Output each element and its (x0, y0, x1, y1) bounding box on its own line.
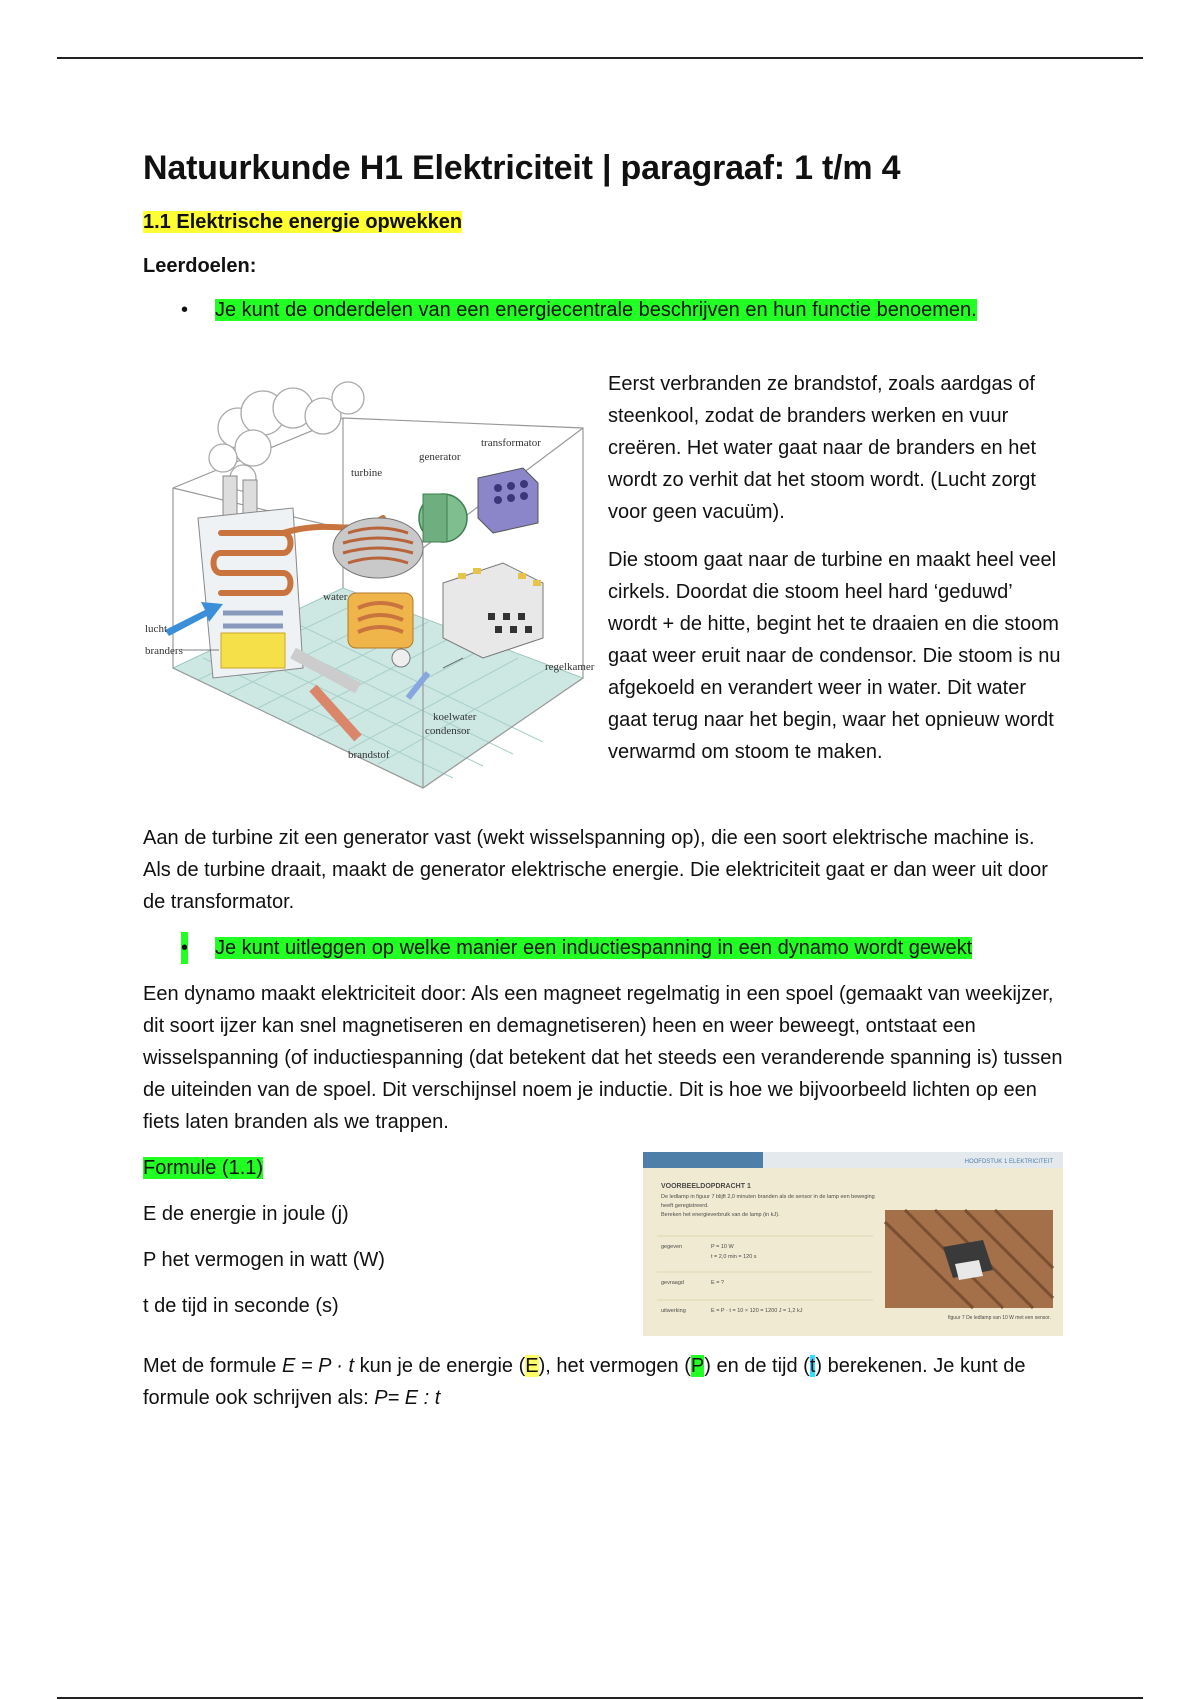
formula-sentence-part-5: ) berekenen. Je kunt de formule ook schrijven als: (143, 1355, 1026, 1409)
example-caption: figuur 7 De ledlamp van 10 W met een sensor. (948, 1315, 1051, 1321)
example-line-2: heeft geregistreerd. (661, 1203, 709, 1209)
uitwerking-1: E = P · t = 10 × 120 = 1200 J = 1,2 kJ (711, 1308, 803, 1314)
paragraph-2: Die stoom gaat naar de turbine en maakt heel veel cirkels. Doordat die stoom heel hard ‘geduwd’ wordt + de hitte, begint het te draaien en die stoom gaat weer eruit naar de condensor. Die stoom is nu afgekoeld en verandert weer in water. Dit water gaat terug naar het begin, waar het opnieuw wordt verwarmd om stoom te maken. (608, 549, 1061, 763)
goal-item-2 (143, 932, 1063, 964)
gegeven-2: t = 2,0 min = 120 s (711, 1254, 757, 1260)
definition-E: E de energie in joule (j) (143, 1203, 349, 1225)
gevraagd-label: gevraagd (661, 1280, 684, 1286)
example-header-right: HOOFDSTUK 1 ELEKTRICITEIT (964, 1159, 1053, 1165)
formula-sentence (143, 1350, 1063, 1414)
formula-sentence-part-4: ) en de tijd ( (704, 1355, 810, 1377)
highlight-P: P (690, 1355, 705, 1377)
example-title: VOORBEELDOPDRACHT 1 (661, 1183, 751, 1190)
label-brandstof: brandstof (348, 749, 390, 761)
powerplant-diagram (143, 368, 603, 808)
section-title-text: 1.1 Elektrische energie opwekken (143, 211, 463, 233)
page-title: Natuurkunde H1 Elektriciteit | paragraaf: 1 t/m 4 (143, 149, 901, 187)
bullet-icon: • (181, 932, 188, 964)
goal-2-text: Je kunt uitleggen op welke manier een inductiespanning in een dynamo wordt gewekt (215, 937, 973, 959)
definition-P: P het vermogen in watt (W) (143, 1249, 385, 1271)
goal-list-1 (143, 294, 1063, 326)
learning-goals-label: Leerdoelen: (143, 255, 257, 277)
powerplant-text (608, 368, 1063, 808)
formula-label: Formule (1.1) (143, 1157, 264, 1179)
top-rule (57, 57, 1143, 59)
formula-sentence-part-3: ), het vermogen ( (538, 1355, 691, 1377)
label-condensor: condensor (425, 725, 471, 737)
label-water: water (323, 591, 348, 603)
label-lucht: lucht (145, 623, 167, 635)
highlight-E: E (525, 1355, 539, 1377)
document-page (143, 140, 1063, 1414)
paragraph-4: Een dynamo maakt elektriciteit door: Als een magneet regelmatig in een spoel (gemaakt van weekijzer, dit soort ijzer kan snel magnetiseren en demagnetiseren) heen en weer beweegt, ontstaat een wisselspanning (of inductiespanning (dat betekent dat het steeds een veranderende spanning is) tussen de uiteinden van de spoel. Dit verschijnsel noem je inductie. Dit is hoe we bijvoorbeeld lichten op een fiets laten branden als we trappen. (143, 983, 1063, 1133)
definition-t: t de tijd in seconde (s) (143, 1295, 339, 1317)
label-regelkamer: regelkamer (545, 661, 595, 673)
formula-sentence-part-2: kun je de energie ( (354, 1355, 526, 1377)
formula-inline-2: P= E : t (374, 1387, 441, 1409)
uitwerking-label: uitwerking (661, 1308, 686, 1314)
bottom-rule (57, 1697, 1143, 1699)
gegeven-1: P = 10 W (711, 1244, 734, 1250)
label-branders: branders (145, 645, 183, 657)
example-line-3: Bereken het energieverbruik van de lamp (in kJ). (661, 1212, 780, 1218)
gegeven-label: gegeven (661, 1244, 683, 1250)
section-title (143, 204, 1063, 240)
paragraph-3: Aan de turbine zit een generator vast (wekt wisselspanning op), die een soort elektrische machine is. Als de turbine draait, maakt de generator elektrische energie. Die elektriciteit gaat er dan weer uit door de transformator. (143, 827, 1048, 913)
label-turbine: turbine (351, 467, 383, 479)
formula-inline: E = P · t (281, 1355, 355, 1377)
label-koelwater: koelwater (433, 711, 477, 723)
powerplant-section (143, 368, 1063, 808)
label-generator: generator (419, 451, 461, 463)
gevraagd-1: E = ? (711, 1280, 724, 1286)
label-transformator: transformator (481, 437, 541, 449)
goal-1-text: Je kunt de onderdelen van een energiecentrale beschrijven en hun functie benoemen. (215, 299, 977, 321)
example-line-1: De ledlamp in figuur 7 blijft 2,0 minuten branden als de sensor in de lamp een beweging (661, 1194, 875, 1200)
textbook-example-photo (643, 1152, 1063, 1336)
formula-definitions (143, 1152, 603, 1336)
goal-list-2 (143, 932, 1063, 964)
goal-item-1 (143, 294, 1063, 326)
formula-section (143, 1152, 1063, 1336)
bullet-icon: • (181, 299, 189, 321)
formula-sentence-part-1: Met de formule (143, 1355, 282, 1377)
highlight-t: t (809, 1355, 816, 1377)
paragraph-1: Eerst verbranden ze brandstof, zoals aardgas of steenkool, zodat de branders werken en vuur creëren. Het water gaat naar de branders en het wordt zo verhit dat het stoom wordt. (Lucht zorgt voor geen vacuüm). (608, 373, 1037, 523)
